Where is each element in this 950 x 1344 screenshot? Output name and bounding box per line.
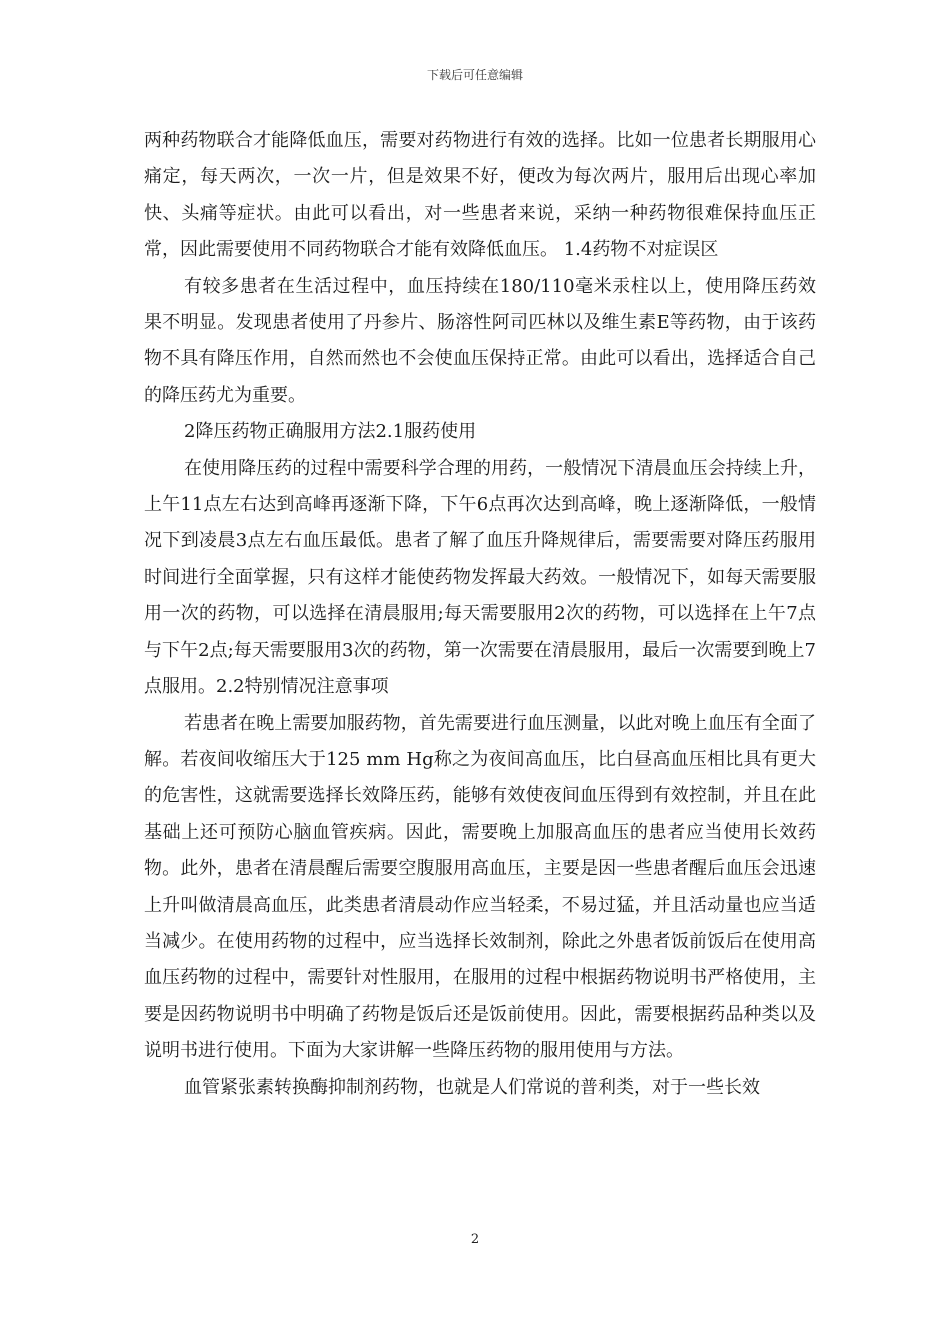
paragraph-3: 在使用降压药的过程中需要科学合理的用药，一般情况下清晨血压会持续上升，上午11点左右达到高峰再逐渐下降，下午6点再次达到高峰，晚上逐渐降低，一般情况下到凌晨3点左右血压最低。患者了解了血压升降规律后，需要需要对降压药服用时间进行全面掌握，只有这样才能使药物发挥最大药效。一般情况下，如每天需要服用一次的药物，可以选择在清晨服用;每天需要服用2次的药物，可以选择在上午7点与下午2点;每天需要服用3次的药物，第一次需要在清晨服用，最后一次需要到晚上7点服用。2.2特别情况注意事项 [144, 457, 816, 698]
page-header: 下载后可任意编辑 [426, 68, 523, 82]
paragraph-2: 有较多患者在生活过程中，血压持续在180/110毫米汞柱以上，使用降压药效果不明显。发现患者使用了丹参片、肠溶性阿司匹林以及维生素E等药物，由于该药物不具有降压作用，自然而然也不会使血压保持正常。由此可以看出，选择适合自己的降压药尤为重要。 [144, 275, 816, 406]
page-number: 2 [470, 1232, 480, 1247]
paragraph-1: 两种药物联合才能降低血压，需要对药物进行有效的选择。比如一位患者长期服用心痛定，每天两次，一次一片，但是效果不好，便改为每次两片，服用后出现心率加快、头痛等症状。由此可以看出，对一些患者来说，采纳一种药物很难保持血压正常，因此需要使用不同药物联合才能有效降低血压。 1.4药物不对症误区 [144, 130, 816, 261]
paragraph-5: 血管紧张素转换酶抑制剂药物，也就是人们常说的普利类，对于一些长效 [184, 1076, 760, 1098]
paragraph-4: 若患者在晚上需要加服药物，首先需要进行血压测量，以此对晚上血压有全面了解。若夜间收缩压大于125 mm Hg称之为夜间高血压，比白昼高血压相比具有更大的危害性，这就需要选择长效降压药，能够有效使夜间血压得到有效控制，并且在此基础上还可预防心脑血管疾病。因此，需要晚上加服高血压的患者应当使用长效药物。此外，患者在清晨醒后需要空腹服用高血压，主要是因一些患者醒后血压会迅速上升叫做清晨高血压，此类患者清晨动作应当轻柔，不易过猛，并且活动量也应当适当减少。在使用药物的过程中，应当选择长效制剂，除此之外患者饭前饭后在使用高血压药物的过程中，需要针对性服用，在服用的过程中根据药物说明书严格使用，主要是因药物说明书中明确了药物是饭后还是饭前使用。因此，需要根据药品种类以及说明书进行使用。下面为大家讲解一些降压药物的服用使用与方法。 [144, 712, 816, 1062]
document-body [144, 123, 816, 1106]
section-heading: 2降压药物正确服用方法2.1服药使用 [184, 421, 477, 443]
